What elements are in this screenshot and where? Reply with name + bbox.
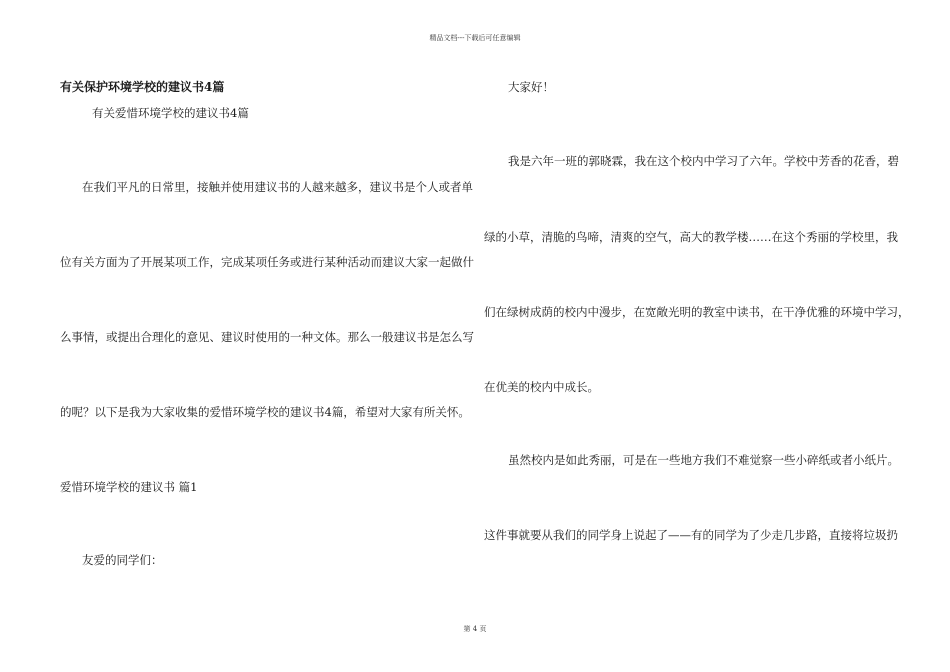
page-footer: 第 4 页 <box>463 625 487 633</box>
body-line: 我是六年一班的郭晓霖，我在这个校内中学习了六年。学校中芳香的花香，碧 <box>508 154 899 168</box>
document-subtitle: 有关爱惜环境学校的建议书4篇 <box>92 106 249 120</box>
intro-line: 位有关方面为了开展某项工作，完成某项任务或进行某种活动而建议大家一起做什 <box>60 255 474 269</box>
body-line: 这件事就要从我们的同学身上说起了——有的同学为了少走几步路，直接将垃圾扔 <box>484 528 898 542</box>
body-line: 在优美的校内中成长。 <box>484 380 599 394</box>
intro-line: 在我们平凡的日常里，接触并使用建议书的人越来越多，建议书是个人或者单 <box>82 180 473 194</box>
body-line: 大家好！ <box>508 80 554 94</box>
body-line: 虽然校内是如此秀丽，可是在一些地方我们不难觉察一些小碎纸或者小纸片。 <box>508 453 899 467</box>
intro-line: 的呢？以下是我为大家收集的爱惜环境学校的建议书4篇，希望对大家有所关怀。 <box>60 405 470 419</box>
section-heading: 爱惜环境学校的建议书 篇1 <box>60 480 198 494</box>
document-title: 有关保护环境学校的建议书4篇 <box>60 80 225 94</box>
body-line: 们在绿树成荫的校内中漫步，在宽敞光明的教室中读书，在干净优雅的环境中学习， <box>484 305 910 319</box>
greeting: 友爱的同学们： <box>82 553 163 567</box>
intro-line: 么事情，或提出合理化的意见、建议时使用的一种文体。那么一般建议书是怎么写 <box>60 330 474 344</box>
body-line: 绿的小草，清脆的鸟啼，清爽的空气，高大的教学楼……在这个秀丽的学校里，我 <box>484 230 898 244</box>
page-header: 精品文档---下载后可任意编辑 <box>429 34 521 42</box>
